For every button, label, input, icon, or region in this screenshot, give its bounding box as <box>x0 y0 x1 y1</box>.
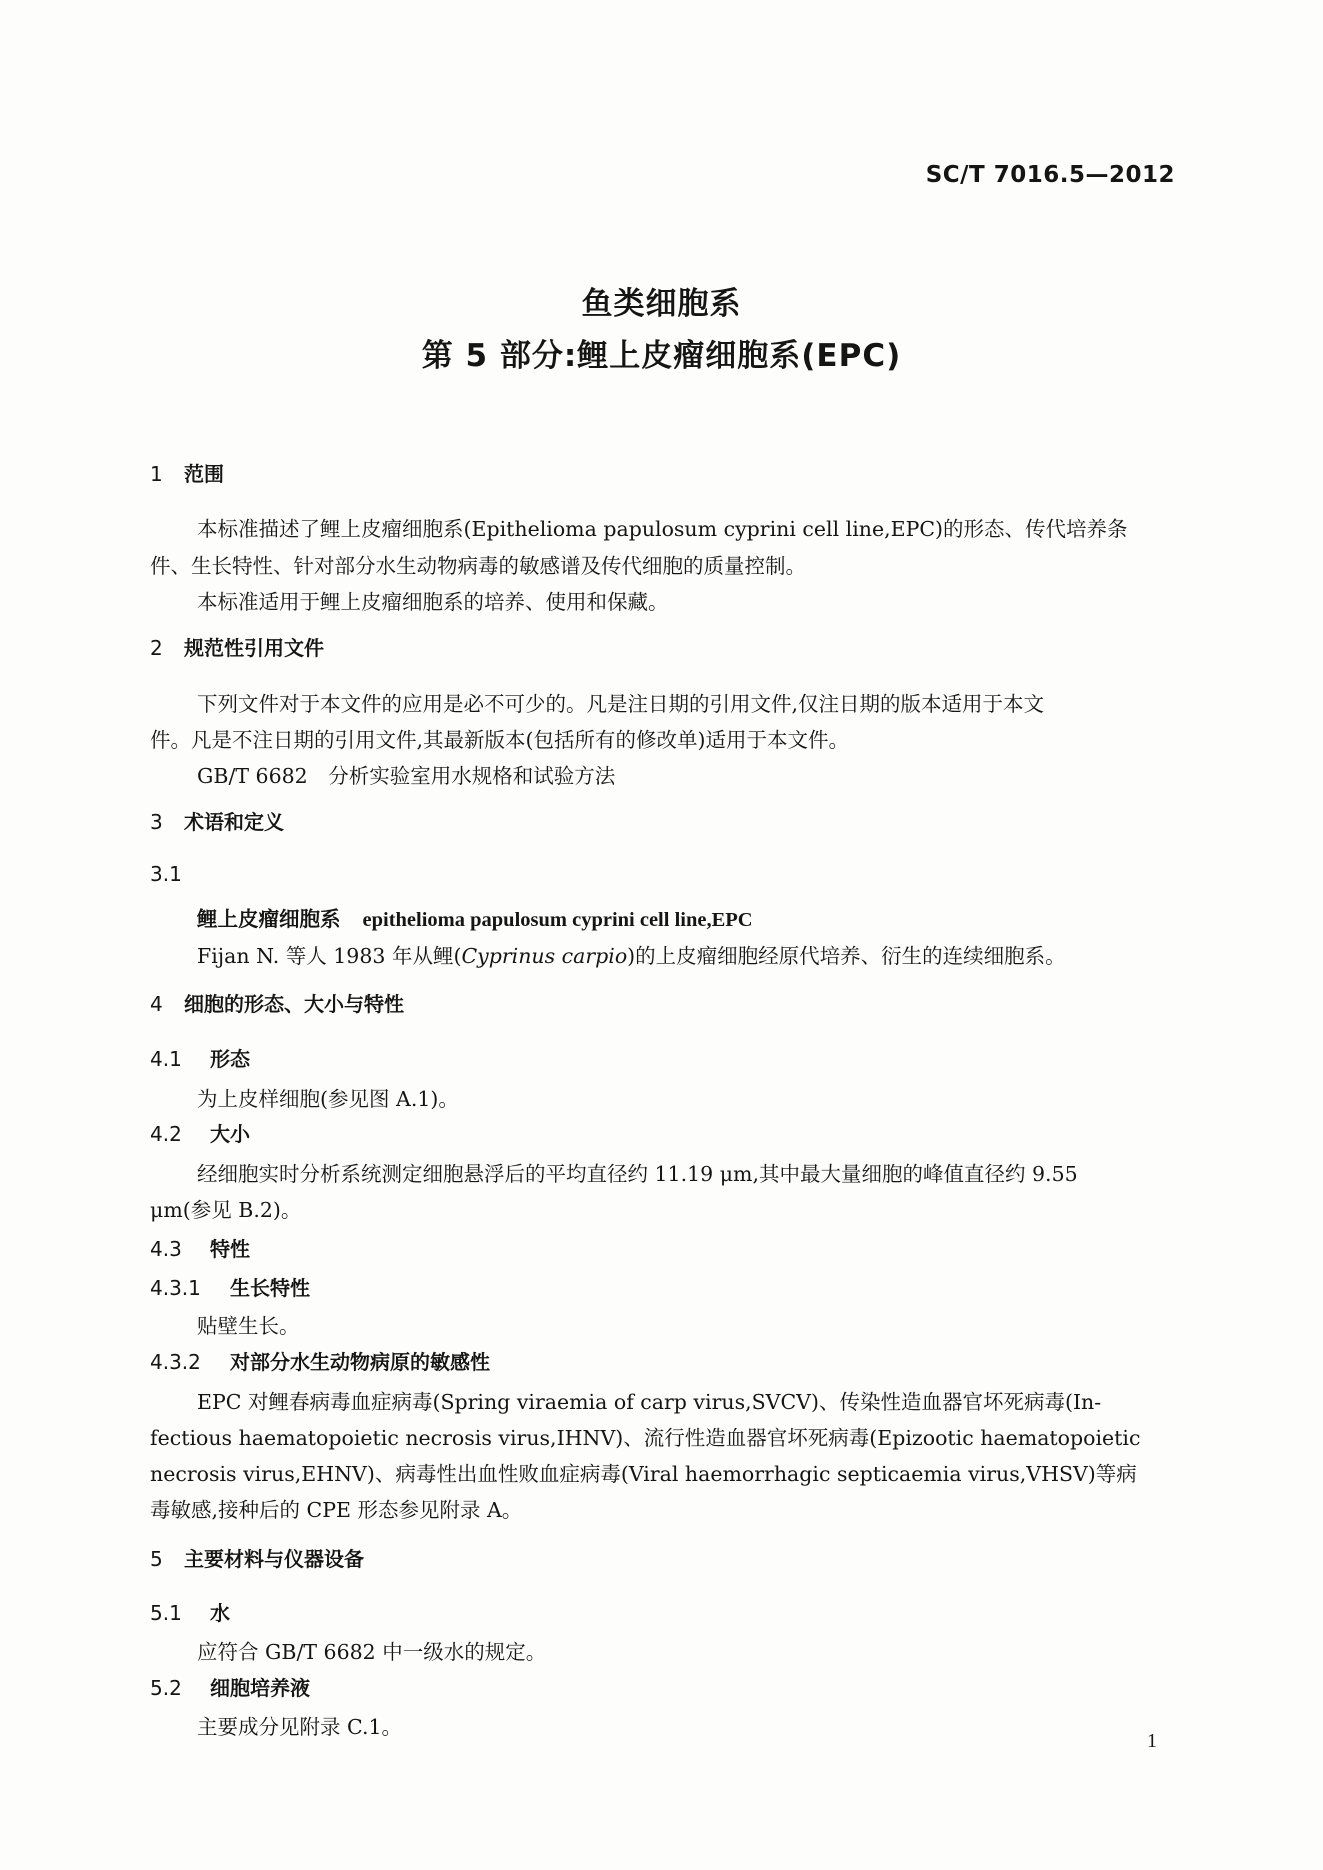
document-title-line1: 鱼类细胞系 <box>581 286 742 322</box>
paragraph-line: 本标准描述了鲤上皮瘤细胞系(Epithelioma papulosum cyprini cell line,EPC)的形态、传代培养条 <box>197 517 1128 541</box>
paragraph-line: 件。凡是不注日期的引用文件,其最新版本(包括所有的修改单)适用于本文件。 <box>150 728 850 752</box>
section-title: 大小 <box>210 1122 250 1146</box>
paragraph-line: 件、生长特性、针对部分水生动物病毒的敏感谱及传代细胞的质量控制。 <box>150 554 806 578</box>
section-title: 特性 <box>210 1237 250 1261</box>
section-4-heading <box>150 988 404 1017</box>
paragraph-line: 经细胞实时分析系统测定细胞悬浮后的平均直径约 11.19 μm,其中最大量细胞的峰值直径约 9.55 <box>197 1162 1078 1186</box>
paragraph-line: 主要成分见附录 C.1。 <box>197 1715 403 1739</box>
paragraph-line: fectious haematopoietic necrosis virus,IHNV)、流行性造血器官坏死病毒(Epizootic haematopoietic <box>150 1426 1141 1450</box>
section-number: 4.3.1 <box>150 1276 201 1300</box>
species-name: Cyprinus carpio <box>461 944 628 968</box>
section-number: 5 <box>150 1547 163 1571</box>
section-number: 4.3 <box>150 1237 182 1261</box>
section-number: 3 <box>150 810 163 834</box>
subsection-5-1-heading <box>150 1597 230 1626</box>
section-number: 5.1 <box>150 1601 182 1625</box>
definition-text: Fijan N. 等人 1983 年从鲤( <box>197 944 462 968</box>
term-english: epithelioma papulosum cyprini cell line,EPC <box>362 909 753 931</box>
section-5-heading <box>150 1543 364 1572</box>
section-title: 生长特性 <box>230 1276 310 1300</box>
section-number: 3.1 <box>150 862 182 886</box>
paragraph-line: necrosis virus,EHNV)、病毒性出血性败血症病毒(Viral haemorrhagic septicaemia virus,VHSV)等病 <box>150 1462 1137 1486</box>
section-number: 4.2 <box>150 1122 182 1146</box>
subsection-4-3-1-heading <box>150 1272 310 1301</box>
section-title: 范围 <box>184 462 224 486</box>
section-title: 细胞培养液 <box>210 1676 310 1700</box>
paragraph-line: 本标准适用于鲤上皮瘤细胞系的培养、使用和保藏。 <box>197 590 669 614</box>
term-definition <box>197 939 1066 969</box>
term-chinese: 鲤上皮瘤细胞系 <box>197 907 341 931</box>
section-number: 4.1 <box>150 1047 182 1071</box>
section-1-heading <box>150 458 224 487</box>
section-title: 对部分水生动物病原的敏感性 <box>230 1350 490 1374</box>
section-2-heading <box>150 632 324 661</box>
section-title: 术语和定义 <box>184 810 284 834</box>
document-title-line2: 第 5 部分:鲤上皮瘤细胞系(EPC) <box>421 338 902 374</box>
subsection-4-3-2-heading <box>150 1346 490 1375</box>
subsection-4-3-heading <box>150 1233 250 1262</box>
subsection-3-1-heading <box>150 862 182 886</box>
definition-text: )的上皮瘤细胞经原代培养、衍生的连续细胞系。 <box>627 944 1066 968</box>
section-title: 形态 <box>210 1047 250 1071</box>
section-number: 4.3.2 <box>150 1350 201 1374</box>
section-title: 水 <box>210 1601 230 1625</box>
section-number: 5.2 <box>150 1676 182 1700</box>
subsection-4-1-heading <box>150 1043 250 1072</box>
subsection-5-2-heading <box>150 1672 310 1701</box>
paragraph-line: μm(参见 B.2)。 <box>150 1198 302 1222</box>
section-number: 1 <box>150 462 163 486</box>
section-title: 主要材料与仪器设备 <box>184 1547 364 1571</box>
paragraph-line: 下列文件对于本文件的应用是必不可少的。凡是注日期的引用文件,仅注日期的版本适用于本文 <box>197 692 1045 716</box>
term-entry <box>197 902 753 932</box>
paragraph-line: 为上皮样细胞(参见图 A.1)。 <box>197 1087 459 1111</box>
section-3-heading <box>150 806 284 835</box>
paragraph-line: EPC 对鲤春病毒血症病毒(Spring viraemia of carp virus,SVCV)、传染性造血器官坏死病毒(In- <box>197 1390 1102 1414</box>
standard-number: SC/T 7016.5—2012 <box>925 162 1175 188</box>
paragraph-line: 贴壁生长。 <box>197 1314 300 1338</box>
section-number: 4 <box>150 992 163 1016</box>
section-number: 2 <box>150 636 163 660</box>
subsection-4-2-heading <box>150 1118 250 1147</box>
section-title: 细胞的形态、大小与特性 <box>184 992 404 1016</box>
normative-reference: GB/T 6682 分析实验室用水规格和试验方法 <box>197 764 616 788</box>
paragraph-line: 应符合 GB/T 6682 中一级水的规定。 <box>197 1640 547 1664</box>
section-title: 规范性引用文件 <box>184 636 324 660</box>
page-number: 1 <box>1147 1730 1157 1752</box>
paragraph-line: 毒敏感,接种后的 CPE 形态参见附录 A。 <box>150 1498 523 1522</box>
